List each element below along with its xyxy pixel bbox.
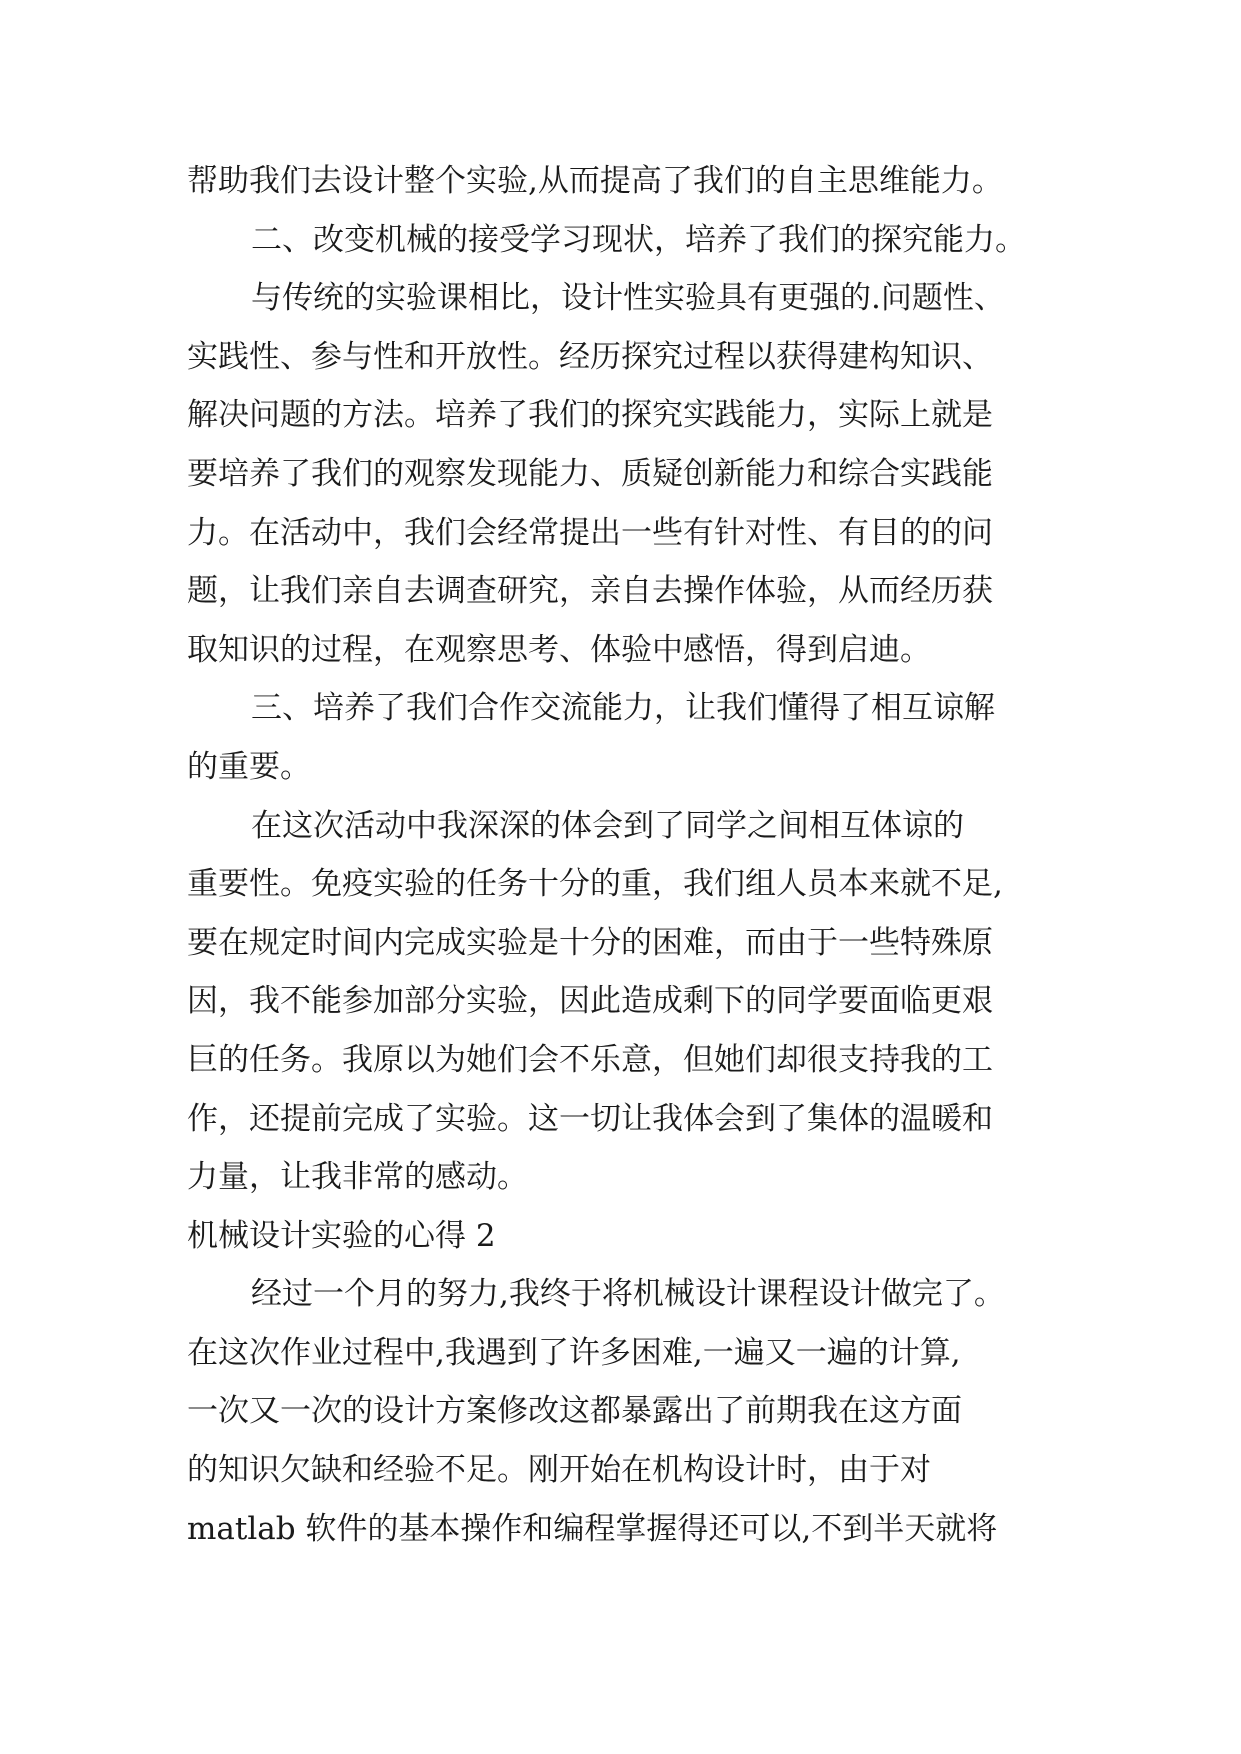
text-line: 在这次作业过程中,我遇到了许多困难,一遍又一遍的计算,: [187, 1334, 961, 1371]
text-line: 题，让我们亲自去调查研究，亲自去操作体验，从而经历获: [187, 573, 993, 610]
text-line: 经过一个月的努力,我终于将机械设计课程设计做完了。: [251, 1276, 1005, 1313]
text-line: 的重要。: [187, 748, 311, 785]
text-line: 力。在活动中，我们会经常提出一些有针对性、有目的的问: [187, 514, 993, 551]
article-title: 机械设计实验的心得 2: [187, 1217, 496, 1254]
section-heading: 三、培养了我们合作交流能力，让我们懂得了相互谅解: [251, 690, 995, 727]
text-line: 因，我不能参加部分实验，因此造成剩下的同学要面临更艰: [187, 983, 993, 1020]
section-heading: 二、改变机械的接受学习现状，培养了我们的探究能力。: [251, 221, 1026, 258]
text-line: 一次又一次的设计方案修改这都暴露出了前期我在这方面: [187, 1393, 962, 1430]
text-line: 与传统的实验课相比，设计性实验具有更强的.问题性、: [251, 280, 1005, 317]
document-body: [187, 152, 1067, 1558]
text-line: 重要性。免疫实验的任务十分的重，我们组人员本来就不足,: [187, 866, 1003, 903]
text-line: 实践性、参与性和开放性。经历探究过程以获得建构知识、: [187, 338, 993, 375]
text-line: 在这次活动中我深深的体会到了同学之间相互体谅的: [251, 807, 964, 844]
text-line: matlab 软件的基本操作和编程掌握得还可以,不到半天就将: [187, 1510, 998, 1547]
text-line: 取知识的过程，在观察思考、体验中感悟，得到启迪。: [187, 631, 931, 668]
text-line: 帮助我们去设计整个实验,从而提高了我们的自主思维能力。: [187, 163, 1003, 199]
text-line: 力量，让我非常的感动。: [187, 1159, 528, 1196]
text-line: 解决问题的方法。培养了我们的探究实践能力，实际上就是: [187, 397, 993, 434]
text-line: 要培养了我们的观察发现能力、质疑创新能力和综合实践能: [187, 455, 993, 492]
text-line: 巨的任务。我原以为她们会不乐意，但她们却很支持我的工: [187, 1041, 993, 1078]
text-line: 作，还提前完成了实验。这一切让我体会到了集体的温暖和: [187, 1100, 993, 1137]
text-line: 要在规定时间内完成实验是十分的困难，而由于一些特殊原: [187, 924, 993, 961]
text-line: 的知识欠缺和经验不足。刚开始在机构设计时，由于对: [187, 1452, 931, 1489]
